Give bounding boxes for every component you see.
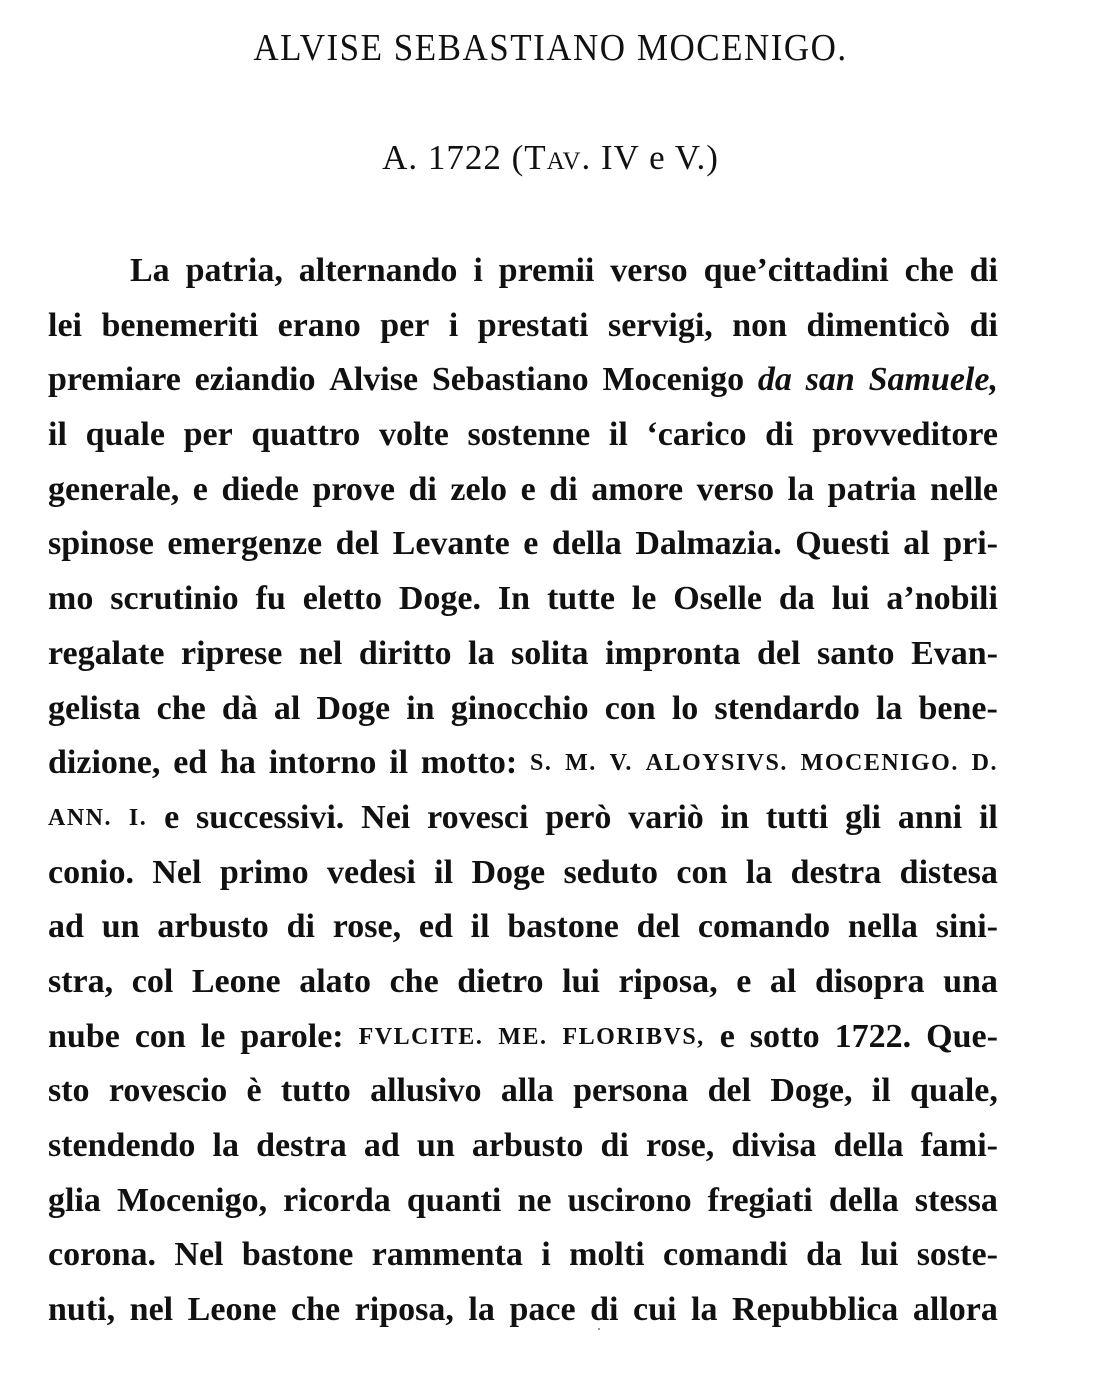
word: Leone [187, 1291, 277, 1329]
word: non [732, 306, 788, 344]
word: la [691, 1291, 718, 1329]
word: al [769, 962, 797, 1000]
word: sini- [935, 908, 998, 946]
word: sto [48, 1072, 90, 1110]
word: conio. [48, 853, 134, 891]
word: Mocenigo, [116, 1181, 268, 1219]
word: variò [628, 798, 704, 836]
word: stra, [48, 962, 114, 1000]
text-line [48, 1064, 998, 1119]
word: arbusto [157, 908, 269, 946]
word: lui [860, 1236, 899, 1274]
word: san [805, 361, 855, 399]
word: tutti [765, 798, 829, 836]
word: e [736, 962, 752, 1000]
word: nube [48, 1017, 120, 1055]
text-line [48, 572, 998, 627]
text-line [48, 463, 998, 518]
word: Nel [152, 853, 202, 891]
word: la [468, 634, 495, 672]
word: Doge [471, 853, 546, 891]
word: un [101, 908, 140, 946]
word: e [520, 470, 536, 508]
word: tutte [546, 580, 615, 618]
word: da [806, 1236, 843, 1274]
page-title: ALVISE SEBASTIANO MOCENIGO. [253, 26, 848, 69]
word: Leone [191, 962, 281, 1000]
word: la [875, 689, 903, 727]
word: quale [85, 416, 165, 454]
word: al [273, 689, 301, 727]
word: ginocchio [450, 689, 589, 727]
word: gelista [48, 689, 141, 727]
word: vedesi [327, 853, 416, 891]
word: In [497, 580, 531, 618]
word: da [757, 361, 792, 399]
text-line [48, 736, 998, 791]
word: di [969, 252, 998, 289]
word: amore [591, 470, 684, 508]
word: destra [790, 853, 882, 891]
word: e [719, 1017, 735, 1055]
word: persona [573, 1072, 689, 1110]
word: premiare [48, 361, 181, 399]
word: diede [221, 470, 299, 508]
word: soste- [916, 1236, 998, 1274]
word: Alvise [329, 361, 419, 399]
word: il [48, 416, 67, 454]
word: del [335, 525, 380, 563]
word: ad [363, 1127, 400, 1164]
word: riposa, [354, 1291, 454, 1329]
word: FLORIBVS, [562, 1023, 705, 1050]
word: i [541, 1236, 551, 1274]
word: comandi [663, 1236, 788, 1274]
word: successivi. [196, 798, 345, 836]
word: distesa [899, 853, 998, 891]
word: la [468, 1291, 495, 1329]
word: M. [565, 750, 597, 777]
word: V. [609, 750, 633, 777]
word: che [904, 252, 954, 289]
word: quale, [910, 1072, 998, 1110]
word: fu [255, 580, 286, 618]
word: Doge [316, 689, 391, 727]
word: patria [827, 470, 917, 508]
subtitle-plates: IV e V.) [591, 138, 719, 177]
word: la [212, 1127, 239, 1164]
word: cui [633, 1291, 677, 1329]
word: il [389, 744, 409, 782]
word: alla [500, 1072, 554, 1110]
text-line [48, 353, 998, 408]
word: e [523, 525, 539, 563]
word: erano [277, 306, 361, 344]
word: Nei [361, 798, 411, 836]
word: generale, [48, 470, 180, 508]
word: una [943, 962, 998, 1000]
word: alato [299, 962, 371, 1000]
word: uscirono [567, 1181, 692, 1219]
word: e [164, 798, 180, 836]
word: Repubblica [732, 1291, 899, 1329]
word: del [707, 1072, 752, 1110]
word: stendardo [714, 689, 860, 727]
word: MOCENIGO. [800, 750, 959, 777]
word: pace [509, 1291, 576, 1329]
word: che [156, 689, 206, 727]
word: Oselle [673, 580, 762, 618]
word: le [631, 580, 657, 618]
text-line [48, 1010, 998, 1065]
word: diritto [358, 634, 452, 672]
text-line [48, 846, 998, 901]
word: prestati [477, 306, 589, 344]
word: Sebastiano [431, 361, 589, 399]
word: quattro [251, 416, 361, 454]
word: rovescio [108, 1072, 228, 1110]
word: di [969, 306, 998, 344]
word: Levante [392, 525, 510, 563]
word: comando [697, 908, 831, 946]
word: di [549, 470, 578, 508]
word: della [551, 525, 622, 563]
word: le [200, 1017, 226, 1055]
word: sostenne [467, 416, 591, 454]
word: con [604, 689, 656, 727]
text-line [48, 244, 998, 299]
word: Doge. [398, 580, 482, 618]
text-line [48, 900, 998, 955]
word: col [131, 962, 174, 1000]
word: I. [128, 804, 148, 831]
word: con [134, 1017, 186, 1055]
word: Dalmazia. [635, 525, 782, 563]
word: Evan- [911, 634, 998, 672]
word: in [720, 798, 750, 836]
word: rose, [332, 908, 402, 946]
word: di [286, 908, 315, 946]
word: nelle [930, 470, 998, 508]
word: que’cittadini [703, 252, 889, 289]
word: regalate [48, 634, 165, 672]
word: ME. [498, 1023, 548, 1050]
word: ha [220, 744, 256, 782]
word: benemeriti [101, 306, 259, 344]
word: quanti [406, 1181, 502, 1219]
text-line [48, 1174, 998, 1229]
word: però [545, 798, 612, 836]
word: patria, [185, 252, 283, 289]
word: scrutinio [110, 580, 239, 618]
word: Samuele, [868, 361, 998, 399]
word: che [389, 962, 439, 1000]
word: per [183, 416, 233, 454]
word: a’nobili [886, 580, 998, 618]
word: di [590, 1291, 619, 1329]
word: tutto [280, 1072, 351, 1110]
word: il [470, 908, 490, 946]
text-line [48, 1283, 998, 1338]
word: ad [48, 908, 84, 946]
word: santo [817, 634, 895, 672]
word: eziandio [194, 361, 316, 399]
word: disopra [814, 962, 925, 1000]
word: in [406, 689, 435, 727]
word: per [380, 306, 430, 344]
word: rose, [645, 1127, 715, 1164]
text-line [48, 299, 998, 354]
word: spinose [48, 525, 154, 563]
word: anni [897, 798, 963, 836]
word: dizione, [48, 744, 161, 782]
word: bastone [507, 908, 619, 946]
word: ed [418, 908, 453, 946]
word: Mocenigo [602, 361, 745, 399]
text-line [48, 955, 998, 1010]
word: la [787, 470, 815, 508]
text-line [48, 627, 998, 682]
word: solita [511, 634, 589, 672]
word: al [903, 525, 930, 563]
word: riprese [181, 634, 283, 672]
word: corona. [48, 1236, 156, 1274]
word: rovesci [427, 798, 529, 836]
word: S. [530, 750, 553, 777]
word: servigi, [607, 306, 713, 344]
word: premii [498, 252, 595, 289]
word: della [833, 1127, 904, 1164]
word: dietro [457, 962, 544, 1000]
word: ANN. [48, 804, 112, 831]
word: provveditore [812, 416, 998, 454]
word: di [600, 1127, 629, 1164]
word: del [636, 908, 681, 946]
word: riposa, [618, 962, 718, 1000]
word: della [828, 1181, 899, 1219]
body-paragraph [48, 244, 998, 1338]
word: un [416, 1127, 455, 1164]
word: ricorda [283, 1181, 391, 1219]
word: stessa [914, 1181, 998, 1219]
word: seduto [563, 853, 658, 891]
word: nel [129, 1291, 174, 1329]
word: nuti, [48, 1291, 116, 1329]
word: i [448, 306, 459, 344]
text-line [48, 682, 998, 737]
word: lui [562, 962, 600, 1000]
word: la [745, 853, 773, 891]
word: con [676, 853, 728, 891]
word: del [757, 634, 801, 672]
word: che [291, 1291, 341, 1329]
word: zelo [450, 470, 508, 508]
word: 1722. [834, 1017, 912, 1055]
word: ed [173, 744, 208, 782]
word: bastone [241, 1236, 354, 1274]
word: stendendo [48, 1127, 196, 1164]
word: divisa [731, 1127, 817, 1164]
text-line [48, 1228, 998, 1283]
word: il [434, 853, 454, 891]
word: allusivo [370, 1072, 482, 1110]
word: motto: [420, 744, 518, 782]
word: eletto [302, 580, 382, 618]
word: Nel [174, 1236, 224, 1274]
text-line [48, 517, 998, 572]
word: intorno [268, 744, 377, 782]
word: il [608, 416, 628, 454]
word: fregiati [707, 1181, 813, 1219]
word: ‘carico [646, 416, 747, 454]
word: fami- [920, 1127, 998, 1164]
word: dà [221, 689, 258, 727]
word: di [765, 416, 794, 454]
word: molti [569, 1236, 645, 1274]
word: La [130, 252, 170, 289]
word: primo [219, 853, 309, 891]
word: parole: [240, 1017, 344, 1055]
page-subtitle [0, 138, 1101, 178]
word: e [192, 470, 208, 508]
text-line [48, 791, 998, 846]
subtitle-year: A. 1722 ( [382, 138, 525, 177]
print-speck [598, 1328, 600, 1330]
word: ne [517, 1181, 552, 1219]
word: arbusto [471, 1127, 584, 1164]
word: ALOYSIVS. [645, 750, 788, 777]
word: rammenta [371, 1236, 523, 1274]
word: verso [610, 252, 688, 289]
word: il [978, 798, 998, 836]
text-line [48, 408, 998, 463]
subtitle-tav: Tav. [524, 138, 592, 177]
word: Doge, [770, 1072, 853, 1110]
word: mo [48, 580, 94, 618]
word: dimenticò [806, 306, 951, 344]
word: è [246, 1072, 262, 1110]
word: pri- [943, 525, 998, 563]
word: nel [298, 634, 343, 672]
word: destra [256, 1127, 347, 1164]
word: sotto [749, 1017, 820, 1055]
word: verso [696, 470, 775, 508]
word: prove [312, 470, 395, 508]
word: di [408, 470, 437, 508]
word: FVLCITE. [358, 1023, 484, 1050]
word: lui [831, 580, 870, 618]
word: Que- [926, 1017, 998, 1055]
word: volte [378, 416, 449, 454]
word: impronta [605, 634, 741, 672]
word: il [871, 1072, 891, 1110]
word: allora [912, 1291, 998, 1329]
word: nella [847, 908, 918, 946]
word: alternando [298, 252, 458, 289]
word: bene- [918, 689, 998, 727]
word: i [473, 252, 483, 289]
word: glia [48, 1181, 101, 1219]
word: Questi [795, 525, 890, 563]
text-line [48, 1119, 998, 1174]
word: lei [48, 306, 82, 344]
word: D. [971, 750, 998, 777]
word: lo [671, 689, 699, 727]
word: gli [845, 798, 881, 836]
word: emergenze [167, 525, 323, 563]
word: da [778, 580, 815, 618]
